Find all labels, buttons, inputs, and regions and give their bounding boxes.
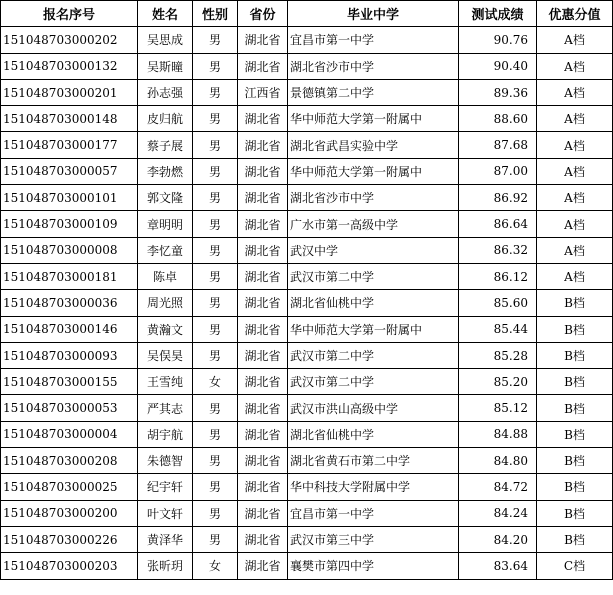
registration-number-cell: 151048703000203 [1, 553, 138, 579]
test-score-cell: 90.40 [459, 53, 537, 79]
high-school-cell: 宜昌市第一中学 [288, 27, 459, 53]
province-cell: 江西省 [238, 79, 288, 105]
bonus-grade-cell: B档 [537, 526, 613, 552]
gender-cell: 男 [193, 237, 238, 263]
registration-number-cell: 151048703000093 [1, 342, 138, 368]
table-row [1, 211, 613, 237]
province-cell: 湖北省 [238, 500, 288, 526]
province-cell: 湖北省 [238, 185, 288, 211]
header-high-school: 毕业中学 [288, 1, 459, 27]
header-test-score: 测试成绩 [459, 1, 537, 27]
registration-number-cell: 151048703000008 [1, 237, 138, 263]
name-cell: 张昕玥 [138, 553, 193, 579]
high-school-cell: 景德镇第二中学 [288, 79, 459, 105]
gender-cell: 男 [193, 448, 238, 474]
name-cell: 纪宇轩 [138, 474, 193, 500]
registration-number-cell: 151048703000004 [1, 421, 138, 447]
name-cell: 吴斯曈 [138, 53, 193, 79]
registration-number-cell: 151048703000181 [1, 263, 138, 289]
high-school-cell: 华中师范大学第一附属中 [288, 158, 459, 184]
high-school-cell: 华中科技大学附属中学 [288, 474, 459, 500]
high-school-cell: 襄樊市第四中学 [288, 553, 459, 579]
test-score-cell: 86.12 [459, 263, 537, 289]
bonus-grade-cell: A档 [537, 27, 613, 53]
table-row [1, 526, 613, 552]
test-score-cell: 90.76 [459, 27, 537, 53]
gender-cell: 男 [193, 185, 238, 211]
province-cell: 湖北省 [238, 316, 288, 342]
province-cell: 湖北省 [238, 211, 288, 237]
bonus-grade-cell: B档 [537, 342, 613, 368]
header-name: 姓名 [138, 1, 193, 27]
table-row [1, 342, 613, 368]
header-row [1, 1, 613, 27]
gender-cell: 男 [193, 395, 238, 421]
name-cell: 胡宇航 [138, 421, 193, 447]
name-cell: 王雪纯 [138, 369, 193, 395]
bonus-grade-cell: B档 [537, 369, 613, 395]
table-row [1, 500, 613, 526]
bonus-grade-cell: B档 [537, 316, 613, 342]
high-school-cell: 湖北省武昌实验中学 [288, 132, 459, 158]
header-bonus-grade: 优惠分值 [537, 1, 613, 27]
header-registration-number: 报名序号 [1, 1, 138, 27]
name-cell: 李勃燃 [138, 158, 193, 184]
gender-cell: 男 [193, 316, 238, 342]
registration-number-cell: 151048703000109 [1, 211, 138, 237]
province-cell: 湖北省 [238, 474, 288, 500]
registration-number-cell: 151048703000025 [1, 474, 138, 500]
test-score-cell: 85.60 [459, 290, 537, 316]
bonus-grade-cell: A档 [537, 211, 613, 237]
table-row [1, 553, 613, 579]
gender-cell: 男 [193, 526, 238, 552]
bonus-grade-cell: B档 [537, 474, 613, 500]
name-cell: 李忆童 [138, 237, 193, 263]
high-school-cell: 华中师范大学第一附属中 [288, 316, 459, 342]
test-score-cell: 85.28 [459, 342, 537, 368]
test-score-cell: 85.12 [459, 395, 537, 421]
table-row [1, 316, 613, 342]
high-school-cell: 广水市第一高级中学 [288, 211, 459, 237]
bonus-grade-cell: B档 [537, 448, 613, 474]
registration-number-cell: 151048703000053 [1, 395, 138, 421]
registration-number-cell: 151048703000177 [1, 132, 138, 158]
high-school-cell: 武汉市第三中学 [288, 526, 459, 552]
table-row [1, 421, 613, 447]
gender-cell: 男 [193, 421, 238, 447]
high-school-cell: 武汉市第二中学 [288, 369, 459, 395]
gender-cell: 男 [193, 290, 238, 316]
name-cell: 严其志 [138, 395, 193, 421]
name-cell: 皮归航 [138, 106, 193, 132]
bonus-grade-cell: A档 [537, 158, 613, 184]
bonus-grade-cell: C档 [537, 553, 613, 579]
name-cell: 黄瀚文 [138, 316, 193, 342]
province-cell: 湖北省 [238, 106, 288, 132]
registration-number-cell: 151048703000202 [1, 27, 138, 53]
test-score-cell: 85.44 [459, 316, 537, 342]
gender-cell: 男 [193, 53, 238, 79]
table-row [1, 369, 613, 395]
high-school-cell: 武汉中学 [288, 237, 459, 263]
gender-cell: 男 [193, 263, 238, 289]
table-row [1, 263, 613, 289]
gender-cell: 男 [193, 27, 238, 53]
registration-number-cell: 151048703000057 [1, 158, 138, 184]
registration-number-cell: 151048703000201 [1, 79, 138, 105]
name-cell: 郭文隆 [138, 185, 193, 211]
bonus-grade-cell: A档 [537, 185, 613, 211]
name-cell: 蔡子展 [138, 132, 193, 158]
table-row [1, 158, 613, 184]
name-cell: 孙志强 [138, 79, 193, 105]
registration-number-cell: 151048703000132 [1, 53, 138, 79]
gender-cell: 男 [193, 474, 238, 500]
header-province: 省份 [238, 1, 288, 27]
high-school-cell: 湖北省仙桃中学 [288, 290, 459, 316]
high-school-cell: 湖北省沙市中学 [288, 53, 459, 79]
bonus-grade-cell: B档 [537, 500, 613, 526]
province-cell: 湖北省 [238, 132, 288, 158]
high-school-cell: 武汉市第二中学 [288, 263, 459, 289]
gender-cell: 女 [193, 553, 238, 579]
test-score-cell: 86.32 [459, 237, 537, 263]
bonus-grade-cell: A档 [537, 106, 613, 132]
province-cell: 湖北省 [238, 237, 288, 263]
bonus-grade-cell: A档 [537, 132, 613, 158]
test-score-cell: 84.72 [459, 474, 537, 500]
registration-number-cell: 151048703000200 [1, 500, 138, 526]
bonus-grade-cell: B档 [537, 395, 613, 421]
registration-number-cell: 151048703000036 [1, 290, 138, 316]
registration-number-cell: 151048703000208 [1, 448, 138, 474]
name-cell: 黄泽华 [138, 526, 193, 552]
high-school-cell: 湖北省沙市中学 [288, 185, 459, 211]
table-row [1, 132, 613, 158]
table-row [1, 395, 613, 421]
table-row [1, 474, 613, 500]
table-row [1, 27, 613, 53]
high-school-cell: 湖北省仙桃中学 [288, 421, 459, 447]
registration-number-cell: 151048703000148 [1, 106, 138, 132]
name-cell: 陈卓 [138, 263, 193, 289]
name-cell: 吴思成 [138, 27, 193, 53]
gender-cell: 男 [193, 211, 238, 237]
table-row [1, 53, 613, 79]
test-score-cell: 86.92 [459, 185, 537, 211]
province-cell: 湖北省 [238, 53, 288, 79]
province-cell: 湖北省 [238, 27, 288, 53]
high-school-cell: 宜昌市第一中学 [288, 500, 459, 526]
province-cell: 湖北省 [238, 290, 288, 316]
gender-cell: 男 [193, 132, 238, 158]
high-school-cell: 湖北省黄石市第二中学 [288, 448, 459, 474]
province-cell: 湖北省 [238, 158, 288, 184]
test-score-cell: 85.20 [459, 369, 537, 395]
table-row [1, 448, 613, 474]
high-school-cell: 华中师范大学第一附属中 [288, 106, 459, 132]
province-cell: 湖北省 [238, 421, 288, 447]
table-body [1, 27, 613, 579]
test-score-cell: 84.80 [459, 448, 537, 474]
test-score-cell: 83.64 [459, 553, 537, 579]
province-cell: 湖北省 [238, 263, 288, 289]
bonus-grade-cell: A档 [537, 79, 613, 105]
gender-cell: 男 [193, 79, 238, 105]
gender-cell: 男 [193, 106, 238, 132]
test-score-cell: 88.60 [459, 106, 537, 132]
registration-number-cell: 151048703000146 [1, 316, 138, 342]
test-score-cell: 87.00 [459, 158, 537, 184]
bonus-grade-cell: A档 [537, 237, 613, 263]
table-row [1, 106, 613, 132]
table-row [1, 290, 613, 316]
province-cell: 湖北省 [238, 342, 288, 368]
high-school-cell: 武汉市洪山高级中学 [288, 395, 459, 421]
name-cell: 周光照 [138, 290, 193, 316]
test-score-cell: 84.24 [459, 500, 537, 526]
bonus-grade-cell: B档 [537, 421, 613, 447]
header-gender: 性别 [193, 1, 238, 27]
gender-cell: 男 [193, 500, 238, 526]
province-cell: 湖北省 [238, 395, 288, 421]
registration-number-cell: 151048703000155 [1, 369, 138, 395]
test-score-cell: 86.64 [459, 211, 537, 237]
bonus-grade-cell: A档 [537, 53, 613, 79]
province-cell: 湖北省 [238, 553, 288, 579]
table-row [1, 237, 613, 263]
table-row [1, 185, 613, 211]
province-cell: 湖北省 [238, 448, 288, 474]
name-cell: 朱德智 [138, 448, 193, 474]
table-row [1, 79, 613, 105]
test-score-cell: 84.88 [459, 421, 537, 447]
bonus-grade-cell: B档 [537, 290, 613, 316]
test-score-cell: 87.68 [459, 132, 537, 158]
name-cell: 吴俣昊 [138, 342, 193, 368]
bonus-grade-cell: A档 [537, 263, 613, 289]
province-cell: 湖北省 [238, 526, 288, 552]
high-school-cell: 武汉市第二中学 [288, 342, 459, 368]
gender-cell: 男 [193, 158, 238, 184]
name-cell: 章明明 [138, 211, 193, 237]
province-cell: 湖北省 [238, 369, 288, 395]
test-score-cell: 89.36 [459, 79, 537, 105]
registration-number-cell: 151048703000226 [1, 526, 138, 552]
gender-cell: 男 [193, 342, 238, 368]
test-score-cell: 84.20 [459, 526, 537, 552]
name-cell: 叶文轩 [138, 500, 193, 526]
gender-cell: 女 [193, 369, 238, 395]
registration-number-cell: 151048703000101 [1, 185, 138, 211]
